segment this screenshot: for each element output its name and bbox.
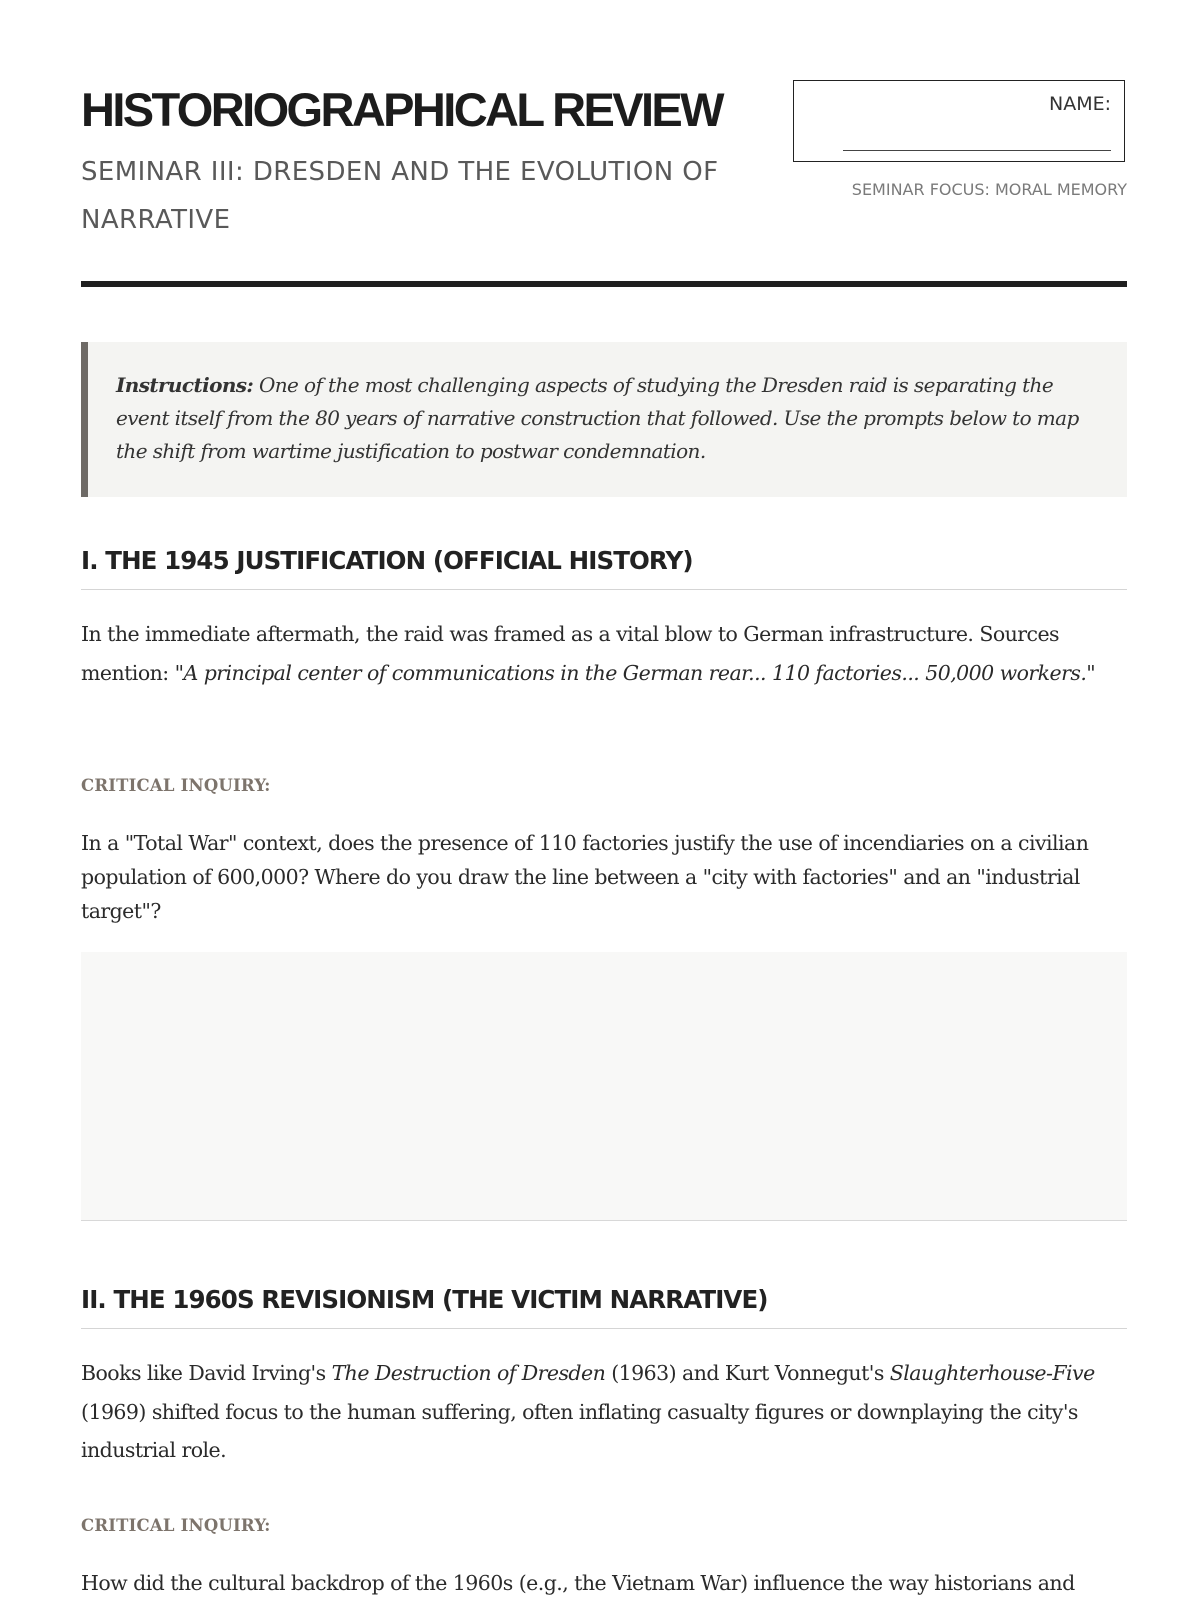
section-2-book-1: The Destruction of Dresden	[331, 1361, 606, 1385]
seminar-focus: SEMINAR FOCUS: MORAL MEMORY	[851, 180, 1127, 199]
name-input-line[interactable]	[843, 150, 1111, 151]
section-heading-1: I. THE 1945 JUSTIFICATION (OFFICIAL HISTORY)	[81, 546, 1127, 590]
section-1-question: In a "Total War" context, does the presence of 110 factories justify the use of incendiaries on a civilian population of 600,000? Where do you draw the line between a "city with factories" and an "industrial target"?	[81, 831, 1089, 923]
instructions-box	[81, 342, 1127, 497]
instructions-lead: Instructions:	[116, 373, 254, 397]
section-2-book-2: Slaughterhouse-Five	[889, 1361, 1095, 1385]
header-divider	[81, 281, 1127, 287]
worksheet-page	[81, 0, 1127, 1595]
section-2-body	[81, 1354, 1127, 1470]
section-heading-2: II. THE 1960S REVISIONISM (THE VICTIM NARRATIVE)	[81, 1285, 1127, 1329]
section-2-question: How did the cultural backdrop of the 1960s (e.g., the Vietnam War) influence the way historians and	[81, 1571, 1075, 1595]
section-2-body-part-3: (1969) shifted focus to the human suffering, often inflating casualty figures or downplaying the city's industrial role.	[81, 1399, 1078, 1462]
section-2-body-part-2: (1963) and Kurt Vonnegut's	[605, 1361, 890, 1385]
name-field-box[interactable]	[793, 80, 1125, 162]
section-2-inquiry-label: CRITICAL INQUIRY:	[81, 1516, 271, 1535]
section-1-body-text: In the immediate aftermath, the raid was framed as a vital blow to German infrastructure. Sources mention:	[81, 622, 1060, 685]
name-label: NAME:	[1048, 93, 1111, 115]
section-1-quote: "A principal center of communications in the German rear... 110 factories... 50,000 workers."	[174, 660, 1096, 685]
instructions-text: One of the most challenging aspects of studying the Dresden raid is separating the event itself from the 80 years of narrative construction that followed. Use the prompts below to map the shift from wartime justification to postwar condemnation.	[116, 373, 1079, 463]
section-1-answer-area[interactable]	[81, 952, 1127, 1221]
section-1-inquiry-label: CRITICAL INQUIRY:	[81, 776, 271, 795]
section-2-body-part-1: Books like David Irving's	[81, 1361, 332, 1385]
page-subtitle: SEMINAR III: DRESDEN AND THE EVOLUTION OF NARRATIVE	[81, 157, 719, 235]
section-1-body	[81, 615, 1127, 692]
page-title: HISTORIOGRAPHICAL REVIEW	[81, 83, 722, 136]
worksheet-header	[81, 0, 1127, 290]
